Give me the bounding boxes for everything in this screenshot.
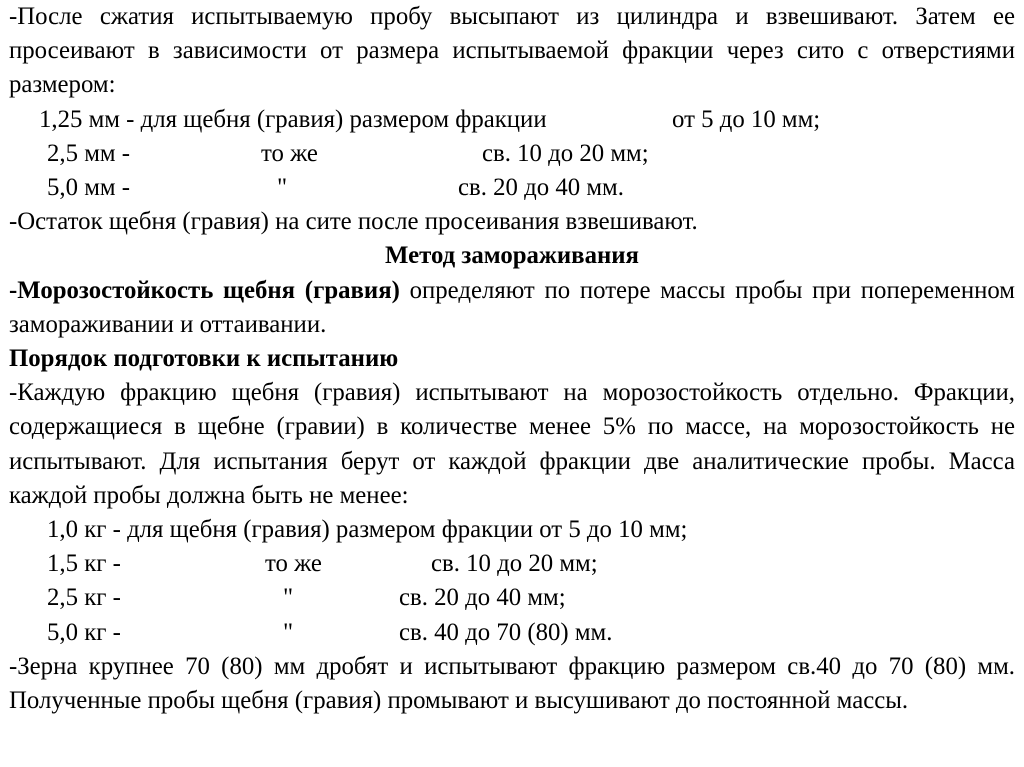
mass-row-4: [9, 616, 1015, 650]
mass-text: 2,5 кг -: [47, 584, 121, 612]
sieve-row-3: [9, 171, 1015, 205]
sieve-size: 2,5 мм -: [47, 139, 131, 167]
method-heading: Метод замораживания: [385, 242, 639, 270]
sieve-size: 5,0 мм -: [47, 173, 131, 201]
fraction-range: св. 10 до 20 мм;: [482, 139, 649, 167]
mass-text: 5,0 кг -: [47, 618, 121, 646]
mass-row-2: [9, 547, 1015, 581]
fraction-range: от 5 до 10 мм;: [672, 105, 821, 133]
mass-row-1: [9, 513, 1015, 547]
fraction-range: св. 20 до 40 мм;: [399, 584, 566, 612]
sieve-row-2: [9, 137, 1015, 171]
same-marker: ": [283, 618, 294, 646]
fraction-range: св. 10 до 20 мм;: [431, 550, 598, 578]
same-marker: то же: [261, 139, 318, 167]
sieving-paragraph: -После сжатия испытываемую пробу высыпают из цилиндра и взвешивают. Затем ее просеивают в зависимости от размера испытываемой фракции через сито с отверстиями размером:: [9, 3, 1015, 99]
sieve-size: 1,25 мм - для щебня (гравия) размером фракции: [39, 105, 547, 133]
closing-paragraph: -Зерна крупнее 70 (80) мм дробят и испытывают фракцию размером св.40 до 70 (80) мм. Полученные пробы щебня (гравия) промывают и высушивают до постоянной массы.: [9, 652, 1015, 714]
mass-text: 1,0 кг - для щебня (гравия) размером фракции от 5 до 10 мм;: [47, 516, 688, 543]
same-marker: ": [277, 173, 288, 201]
sieve-row-1: [9, 103, 1015, 137]
same-marker: ": [283, 584, 294, 612]
frost-bold-lead: -Морозостойкость щебня (гравия): [9, 276, 400, 304]
prep-heading: Порядок подготовки к испытанию: [9, 344, 399, 372]
fraction-range: св. 40 до 70 (80) мм.: [399, 618, 613, 646]
same-marker: то же: [265, 550, 322, 578]
fractions-paragraph: -Каждую фракцию щебня (гравия) испытывают на морозостойкость отдельно. Фракции, содержащиеся в щебне (гравии) в количестве менее 5% по массе, на морозостойкость не испытывают. Для испытания берут от каждой фракции две аналитические пробы. Масса каждой пробы должна быть не менее:: [9, 379, 1015, 509]
fraction-range: св. 20 до 40 мм.: [458, 173, 624, 201]
mass-text: 1,5 кг -: [47, 550, 121, 578]
frost-paragraph: [9, 274, 1015, 342]
mass-row-3: [9, 581, 1015, 615]
remainder-paragraph: -Остаток щебня (гравия) на сите после просеивания взвешивают.: [9, 208, 698, 236]
frost-text: определяют по потере массы пробы при попеременном замораживании и оттаивании.: [9, 276, 1015, 338]
